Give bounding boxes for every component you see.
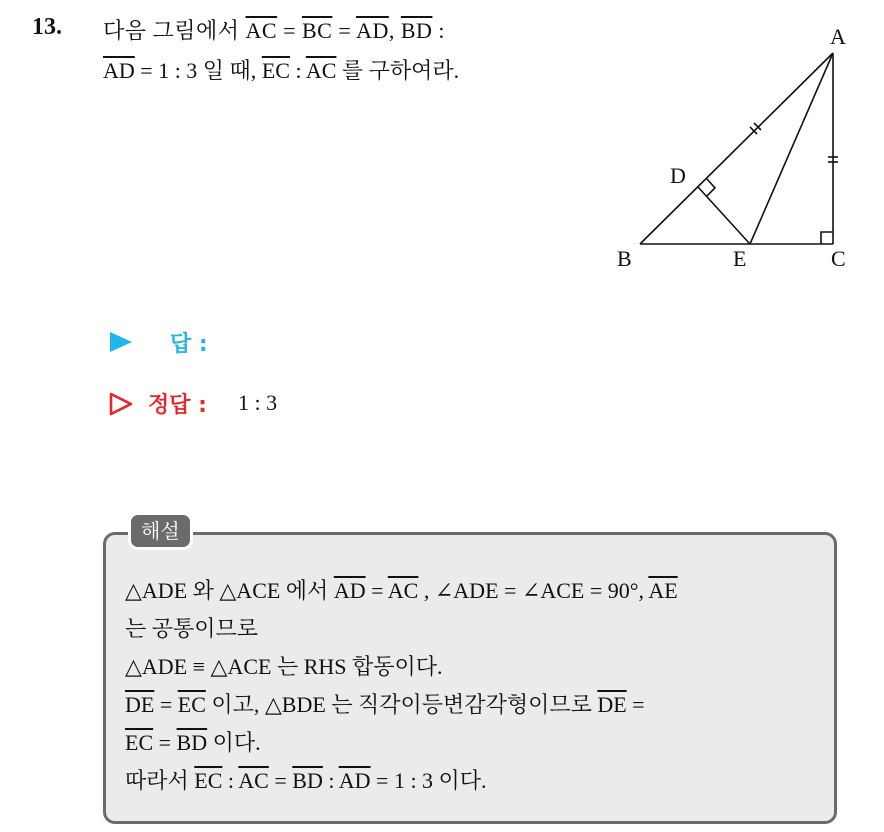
segment-ac: $\overline{AC}$ <box>245 18 278 43</box>
solution-text: , ∠ADE = ∠ACE = 90°, <box>418 578 649 603</box>
solution-line-1 <box>125 574 678 605</box>
solution-text: 이다. <box>207 730 261 755</box>
segment-de: $\overline{DE}$ <box>125 692 155 717</box>
segment-ad: $\overline{AD}$ <box>103 58 135 83</box>
segment-bd: $\overline{BD}$ <box>400 18 433 43</box>
ratio-colon: : <box>432 18 446 43</box>
question-text-intro: 다음 그림에서 <box>103 18 246 43</box>
segment-de-line <box>698 187 750 244</box>
segment-ae-line <box>750 53 833 244</box>
solution-tag: 해설 <box>128 512 193 550</box>
tick-mark-ad <box>750 127 757 134</box>
solution-line-5 <box>125 726 261 757</box>
solution-text: = 1 : 3 이다. <box>370 768 487 793</box>
segment-de: $\overline{DE}$ <box>597 692 627 717</box>
solution-line-2: 는 공통이므로 <box>125 616 259 641</box>
solution-text: 이고, △BDE 는 직각이등변감각형이므로 <box>205 692 598 717</box>
solution-line-3: △ADE ≡ △ACE 는 RHS 합동이다. <box>125 654 443 679</box>
triangle-figure <box>600 20 870 275</box>
segment-ec: $\overline{EC}$ <box>261 58 290 83</box>
vertex-label-a: A <box>830 24 846 49</box>
question-text-line-1 <box>103 14 445 45</box>
equals-sign: = <box>626 692 645 717</box>
segment-ec: $\overline{EC}$ <box>125 730 154 755</box>
segment-ac: $\overline{AC}$ <box>387 578 419 603</box>
equals-sign: = <box>268 768 293 793</box>
solution-text: 따라서 <box>125 768 195 793</box>
segment-ad: $\overline{AD}$ <box>333 578 366 603</box>
segment-bd: $\overline{BD}$ <box>292 768 323 793</box>
solution-line-4 <box>125 688 645 719</box>
tick-mark-ad <box>754 123 761 130</box>
ratio-colon: : <box>322 768 339 793</box>
equals-sign: = <box>277 18 302 43</box>
solution-line-6 <box>125 764 487 795</box>
equals-sign: = <box>153 730 177 755</box>
correct-answer-value: 1 : 3 <box>238 390 278 415</box>
vertex-label-b: B <box>617 246 632 271</box>
ratio-condition: = 1 : 3 일 때, <box>134 58 262 83</box>
answer-label: 답 : <box>170 332 208 357</box>
solution-text: △ADE 와 △ACE 에서 <box>125 578 334 603</box>
correct-answer-label: 정답 : <box>148 393 207 418</box>
segment-ab-line <box>640 53 833 244</box>
segment-ac: $\overline{AC}$ <box>238 768 269 793</box>
outline-triangle-icon <box>108 391 134 417</box>
ratio-colon: : <box>222 768 239 793</box>
segment-ae: $\overline{AE}$ <box>648 578 678 603</box>
right-angle-mark-d <box>707 179 716 197</box>
segment-bd: $\overline{BD}$ <box>176 730 208 755</box>
ratio-colon: : <box>289 58 306 83</box>
vertex-label-d: D <box>670 163 686 188</box>
segment-bc: $\overline{BC}$ <box>302 18 333 43</box>
segment-ad: $\overline{AD}$ <box>356 18 389 43</box>
equals-sign: = <box>332 18 357 43</box>
equals-sign: = <box>365 578 388 603</box>
segment-ec: $\overline{EC}$ <box>194 768 223 793</box>
question-text-line-2 <box>103 54 459 85</box>
vertex-label-c: C <box>831 246 846 271</box>
segment-ac: $\overline{AC}$ <box>305 58 337 83</box>
right-angle-mark-c <box>821 232 833 244</box>
separator: , <box>388 18 401 43</box>
segment-ec: $\overline{EC}$ <box>177 692 206 717</box>
question-instruction: 를 구하여라. <box>336 58 460 83</box>
segment-ad: $\overline{AD}$ <box>338 768 371 793</box>
equals-sign: = <box>154 692 178 717</box>
question-number: 13. <box>32 14 62 40</box>
filled-triangle-icon <box>108 330 134 354</box>
vertex-label-e: E <box>733 246 747 271</box>
